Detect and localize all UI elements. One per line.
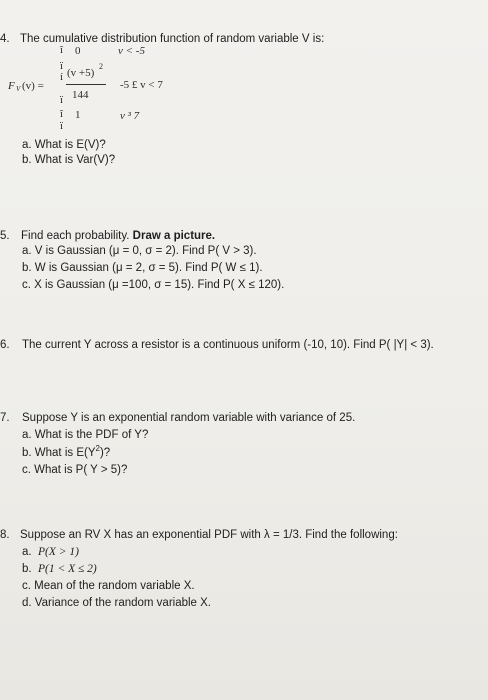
problem-6-text: The current Y across a resistor is a continuous uniform (-10, 10). Find P( |Y| < 3). <box>22 339 434 351</box>
problem-7b-exponent: 2 <box>95 444 100 454</box>
cdf-func-sub: V <box>16 85 21 93</box>
brace-glyph-3: í <box>60 71 64 83</box>
problem-7-number: 7. <box>0 412 10 424</box>
problem-8a <box>22 545 79 559</box>
problem-8b-label: b. <box>22 563 32 575</box>
problem-4-number: 4. <box>0 33 10 45</box>
brace-glyph-6: ï <box>60 120 64 132</box>
problem-8b-expr: P(1 < X ≤ 2) <box>37 563 97 575</box>
problem-6-number: 6. <box>0 339 10 351</box>
problem-5-line <box>21 229 215 243</box>
brace-glyph-4: ï <box>60 94 64 106</box>
case1-condition: v < -5 <box>118 45 145 57</box>
problem-5c: c. X is Gaussian (μ =100, σ = 15). Find P( X ≤ 120). <box>22 279 285 291</box>
brace-glyph-5: î <box>60 108 64 120</box>
problem-4-text: The cumulative distribution function of random variable V is: <box>20 33 325 45</box>
problem-8d: d. Variance of the random variable X. <box>22 597 212 609</box>
case2-exponent: 2 <box>99 62 103 71</box>
brace-glyph-2: ï <box>60 60 64 72</box>
case2-fraction-bar <box>66 84 106 85</box>
case3-value: 1 <box>75 109 81 121</box>
problem-7a: a. What is the PDF of Y? <box>22 429 149 441</box>
cdf-arg: (v) = <box>22 80 44 92</box>
case1-value: 0 <box>75 45 81 57</box>
cdf-func: F <box>8 80 15 92</box>
problem-8c: c. Mean of the random variable X. <box>22 580 195 592</box>
case2-condition: -5 £ v < 7 <box>120 79 163 91</box>
problem-4a: a. What is E(V)? <box>22 139 106 151</box>
problem-8-number: 8. <box>0 529 10 541</box>
problem-5a: a. V is Gaussian (μ = 0, σ = 2). Find P( V > 3). <box>22 245 257 257</box>
problem-8b <box>22 562 97 576</box>
problem-5-number: 5. <box>0 230 10 242</box>
case3-condition: v ³ 7 <box>120 110 140 122</box>
brace-glyph-1: î <box>60 44 64 56</box>
problem-5b: b. W is Gaussian (μ = 2, σ = 5). Find P( W ≤ 1). <box>22 262 263 274</box>
problem-7b-text: b. What is E(Y <box>22 447 96 459</box>
problem-7b <box>22 446 110 460</box>
problem-5-emphasis: Draw a picture. <box>132 230 216 242</box>
problem-7-text: Suppose Y is an exponential random variable with variance of 25. <box>22 412 356 424</box>
case2-denominator: 144 <box>72 89 89 101</box>
problem-8a-label: a. <box>22 546 32 558</box>
problem-8-text: Suppose an RV X has an exponential PDF with λ = 1/3. Find the following: <box>20 529 398 541</box>
problem-7c: c. What is P( Y > 5)? <box>22 464 128 476</box>
problem-4b: b. What is Var(V)? <box>22 154 116 166</box>
problem-7b-close: )? <box>99 447 111 459</box>
problem-8a-expr: P(X > 1) <box>37 546 79 558</box>
case2-numerator: (v +5) <box>67 67 95 79</box>
problem-5-text: Find each probability. <box>21 230 130 242</box>
